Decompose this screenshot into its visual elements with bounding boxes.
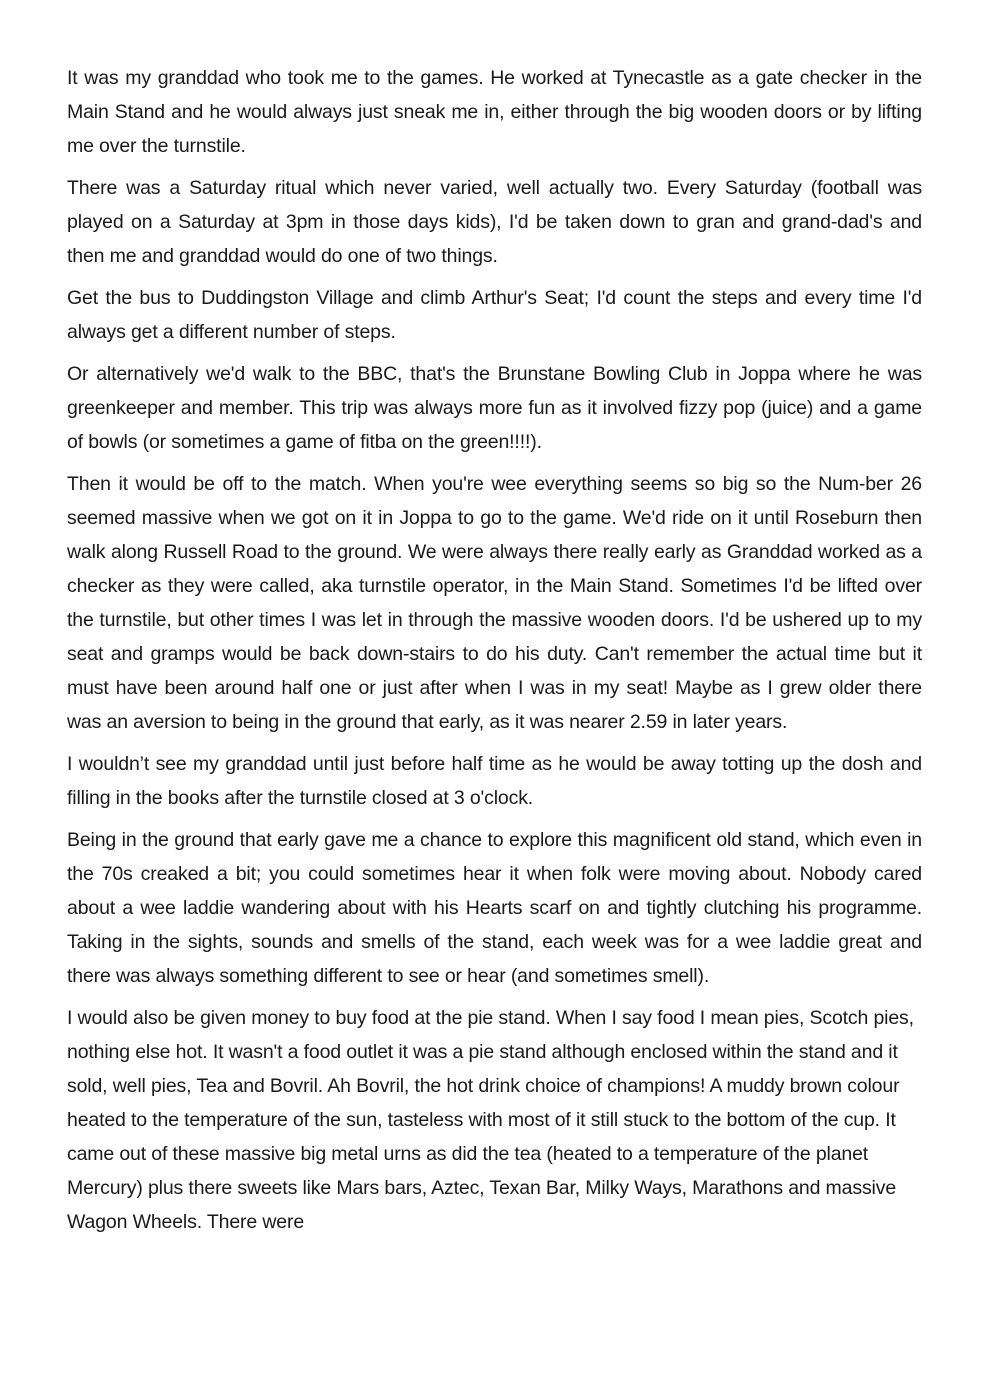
paragraph: There was a Saturday ritual which never varied, well actually two. Every Saturday (football was played on a Saturday at 3pm in those days kids), I'd be taken down to gran and grand-dad's and then me and granddad would do one of two things. [67,177,922,267]
paragraph: Being in the ground that early gave me a chance to explore this magnificent old stand, which even in the 70s creaked a bit; you could sometimes hear it when folk were moving about. Nobody cared about a wee laddie wandering about with his Hearts scarf on and tightly clutching his programme. Taking in the sights, sounds and smells of the stand, each week was for a wee laddie great and there was always something different to see or hear (and sometimes smell). [67,829,922,987]
paragraph: Then it would be off to the match. When you're wee everything seems so big so the Num-ber 26 seemed massive when we got on it in Joppa to go to the game. We'd ride on it until Roseburn then walk along Russell Road to the ground. We were always there really early as Granddad worked as a checker as they were called, aka turnstile operator, in the Main Stand. Sometimes I'd be lifted over the turnstile, but other times I was let in through the massive wooden doors. I'd be ushered up to my seat and gramps would be back down-stairs to do his duty. Can't remember the actual time but it must have been around half one or just after when I was in my seat! Maybe as I grew older there was an aversion to being in the ground that early, as it was nearer 2.59 in later years. [67,473,922,733]
paragraph: I would also be given money to buy food at the pie stand. When I say food I mean pies, Scotch pies, nothing else hot. It wasn't a food outlet it was a pie stand although enclosed within the stand and it sold, well pies, Tea and Bovril. Ah Bovril, the hot drink choice of champions! A muddy brown colour heated to the temperature of the sun, tasteless with most of it still stuck to the bottom of the cup. It came out of these massive big metal urns as did the tea (heated to a temperature of the planet Mercury) plus there sweets like Mars bars, Aztec, Texan Bar, Milky Ways, Marathons and massive Wagon Wheels. There were [67,1007,914,1233]
paragraph: Or alternatively we'd walk to the BBC, that's the Brunstane Bowling Club in Joppa where he was greenkeeper and member. This trip was always more fun as it involved fizzy pop (juice) and a game of bowls (or sometimes a game of fitba on the green!!!!). [67,363,922,453]
paragraph: Get the bus to Duddingston Village and climb Arthur's Seat; I'd count the steps and every time I'd always get a different number of steps. [67,287,922,343]
paragraph: I wouldn’t see my granddad until just before half time as he would be away totting up the dosh and filling in the books after the turnstile closed at 3 o'clock. [67,753,922,809]
paragraph: It was my granddad who took me to the games. He worked at Tynecastle as a gate checker in the Main Stand and he would always just sneak me in, either through the big wooden doors or by lifting me over the turnstile. [67,67,922,157]
document-page [67,61,922,1247]
